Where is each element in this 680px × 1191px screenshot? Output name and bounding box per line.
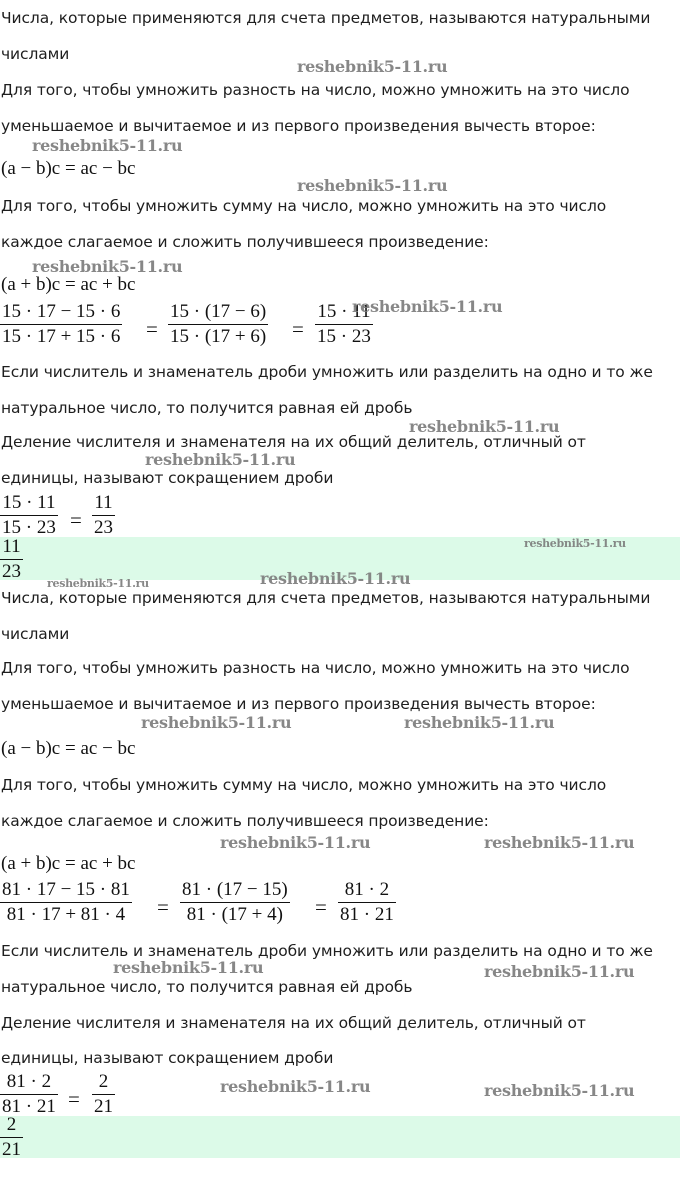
denominator: 23 [94,517,113,537]
numerator: 81 · (17 − 15) [182,879,288,900]
watermark: reshebnik5-11.ru [297,57,448,76]
fraction-p2-factored [180,879,290,926]
difference-formula: (a − b)c = ac − bc [1,738,136,759]
sum-formula: (a + b)c = ac + bc [1,274,136,295]
denominator: 21 [94,1096,113,1116]
answer-clip [0,537,60,580]
rule-difference-line-1: Для того, чтобы умножить разность на число, можно умножить на это число [1,81,630,99]
watermark: reshebnik5-11.ru [484,1081,635,1100]
fraction-p1-reduced [92,492,115,537]
watermark: reshebnik5-11.ru [32,257,183,276]
fraction-bar [92,1094,115,1095]
rule-equal-fraction-line-2: натуральное число, то получится равная ей дробь [1,978,413,996]
answer-band-p2 [0,1116,680,1158]
watermark: reshebnik5-11.ru [409,417,560,436]
numerator: 2 [98,1071,109,1092]
numerator: 15 · (17 − 6) [170,301,267,322]
numerator: 2 [6,1116,17,1135]
fraction-bar [0,515,58,516]
rule-reduction-line-2: единицы, называют сокращением дроби [1,469,334,487]
answer-fraction-p1 [0,537,23,580]
rule-reduction-line-1: Деление числителя и знаменателя на их общий делитель, отличный от [1,1014,586,1032]
equals-sign: = [70,508,82,532]
numerator: 81 · 2 [6,1071,52,1092]
watermark: reshebnik5-11.ru [404,713,555,732]
denominator: 81 · 21 [2,1096,56,1116]
denominator: 15 · (17 + 6) [170,326,267,348]
watermark: reshebnik5-11.ru [141,713,292,732]
fraction-p2-reduced [92,1071,115,1116]
rule-sum-line-1: Для того, чтобы умножить сумму на число, можно умножить на это число [1,776,607,794]
numerator: 11 [94,492,113,513]
rule-difference-line-1: Для того, чтобы умножить разность на число, можно умножить на это число [1,659,630,677]
definition-natural-line-2: числами [1,625,70,643]
rule-equal-fraction-line-1: Если числитель и знаменатель дроби умножить или разделить на одно и то же [1,942,653,960]
fraction-p2-simplified [338,879,396,926]
fraction-bar [338,902,396,903]
fraction-bar [0,324,122,325]
fraction-bar [0,559,23,560]
rule-sum-line-1: Для того, чтобы умножить сумму на число, можно умножить на это число [1,197,607,215]
fraction-p2-before-reduction [0,1071,58,1116]
watermark: reshebnik5-11.ru [484,962,635,981]
fraction-bar [0,902,132,903]
rule-equal-fraction-line-2: натуральное число, то получится равная ей дробь [1,399,413,417]
numerator: 11 [2,537,21,557]
rule-sum-line-2: каждое слагаемое и сложить получившееся произведение: [1,812,489,830]
watermark: reshebnik5-11.ru [47,577,149,590]
watermark: reshebnik5-11.ru [297,176,448,195]
numerator: 15 · 11 [2,492,56,513]
rule-difference-line-2: уменьшаемое и вычитаемое и из первого произведения вычесть второе: [1,695,596,713]
equals-sign: = [292,317,304,341]
fraction-p1-original [0,301,122,348]
watermark: reshebnik5-11.ru [352,297,503,316]
watermark: reshebnik5-11.ru [32,136,183,155]
definition-natural-line-1: Числа, которые применяются для счета предметов, называются натуральными [1,9,651,27]
watermark: reshebnik5-11.ru [220,1077,371,1096]
numerator: 81 · 17 − 15 · 81 [2,879,130,900]
rule-sum-line-2: каждое слагаемое и сложить получившееся произведение: [1,233,489,251]
watermark: reshebnik5-11.ru [260,569,411,588]
denominator: 15 · 17 + 15 · 6 [2,326,121,348]
denominator: 23 [2,561,21,580]
equals-sign: = [146,317,158,341]
fraction-bar [92,515,115,516]
watermark: reshebnik5-11.ru [113,958,264,977]
fraction-bar [315,324,373,325]
numerator: 15 · 11 [317,301,371,322]
denominator: 15 · 23 [317,326,371,348]
fraction-bar [0,1094,58,1095]
fraction-bar [180,902,290,903]
denominator: 81 · 17 + 81 · 4 [6,904,126,926]
sum-formula: (a + b)c = ac + bc [1,853,136,874]
answer-fraction-p2 [0,1116,23,1158]
equals-sign: = [68,1087,80,1111]
numerator: 81 · 2 [344,879,390,900]
equals-sign: = [315,895,327,919]
denominator: 81 · (17 + 4) [186,904,283,926]
watermark: reshebnik5-11.ru [484,833,635,852]
fraction-bar [168,324,268,325]
denominator: 81 · 21 [340,904,394,926]
reduction-step-p2 [0,1067,140,1116]
numerator: 15 · 17 − 15 · 6 [2,301,121,322]
rule-equal-fraction-line-1: Если числитель и знаменатель дроби умножить или разделить на одно и то же [1,363,653,381]
definition-natural-line-2: числами [1,45,70,63]
fraction-p2-original [0,879,132,926]
reduction-step-p1 [0,488,140,537]
fraction-p1-before-reduction [0,492,58,537]
watermark: reshebnik5-11.ru [145,450,296,469]
difference-formula: (a − b)c = ac − bc [1,158,136,179]
answer-clip [0,1116,60,1158]
watermark: reshebnik5-11.ru [524,537,626,550]
fraction-bar [0,1137,23,1138]
rule-reduction-line-1: Деление числителя и знаменателя на их общий делитель, отличный от [1,433,586,451]
equals-sign: = [157,895,169,919]
rule-reduction-line-2: единицы, называют сокращением дроби [1,1049,334,1067]
definition-natural-line-1: Числа, которые применяются для счета предметов, называются натуральными [1,589,651,607]
denominator: 15 · 23 [2,517,56,537]
rule-difference-line-2: уменьшаемое и вычитаемое и из первого произведения вычесть второе: [1,117,596,135]
fraction-p1-factored [168,301,268,348]
denominator: 21 [2,1139,21,1158]
watermark: reshebnik5-11.ru [220,833,371,852]
